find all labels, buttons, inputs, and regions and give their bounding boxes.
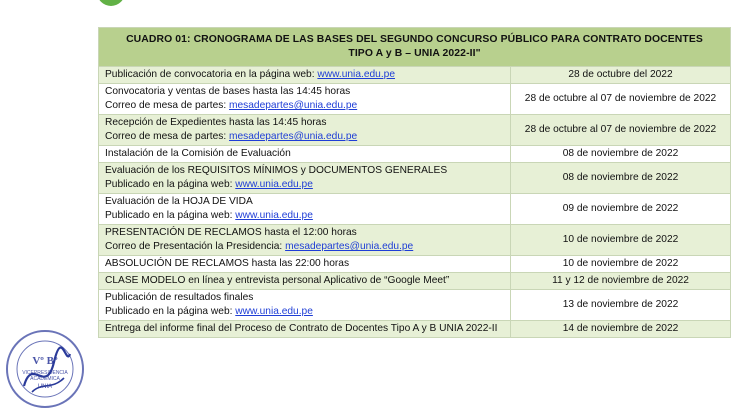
activity-line1 xyxy=(105,257,504,271)
date-cell: 08 de noviembre de 2022 xyxy=(511,146,731,163)
activity-text: Publicación de convocatoria en la página web: xyxy=(105,69,318,80)
activity-cell xyxy=(99,163,511,194)
table-row xyxy=(99,146,731,163)
activity-cell xyxy=(99,194,511,225)
activity-text: Evaluación de los REQUISITOS MÍNIMOS y DOCUMENTOS GENERALES xyxy=(105,165,448,176)
activity-text: PRESENTACIÓN DE RECLAMOS hasta el 12:00 horas xyxy=(105,227,357,238)
schedule-table xyxy=(98,27,731,338)
activity-cell xyxy=(99,146,511,163)
table-row xyxy=(99,290,731,321)
green-circle-decoration xyxy=(97,0,125,6)
activity-line1 xyxy=(105,164,504,178)
date-cell: 10 de noviembre de 2022 xyxy=(511,256,731,273)
activity-text: Instalación de la Comisión de Evaluación xyxy=(105,148,291,159)
activity-line2 xyxy=(105,305,504,319)
activity-cell xyxy=(99,256,511,273)
activity-subtext: Correo de Presentación la Presidencia: xyxy=(105,241,286,252)
email-link[interactable]: mesadepartes@unia.edu.pe xyxy=(229,131,358,142)
table-row xyxy=(99,225,731,256)
website-link[interactable]: www.unia.edu.pe xyxy=(317,69,395,80)
date-cell: 28 de octubre del 2022 xyxy=(511,67,731,84)
svg-text:Vº Bº: Vº Bº xyxy=(32,355,58,367)
activity-text: Publicación de resultados finales xyxy=(105,292,254,303)
website-link[interactable]: www.unia.edu.pe xyxy=(235,210,313,221)
activity-line1 xyxy=(105,147,504,161)
date-cell: 09 de noviembre de 2022 xyxy=(511,194,731,225)
date-cell: 28 de octubre al 07 de noviembre de 2022 xyxy=(511,84,731,115)
svg-text:ACADEMICA: ACADEMICA xyxy=(30,376,60,382)
activity-line1 xyxy=(105,291,504,305)
table-row xyxy=(99,115,731,146)
email-link[interactable]: mesadepartes@unia.edu.pe xyxy=(229,100,358,111)
activity-subtext: Correo de mesa de partes: xyxy=(105,100,230,111)
activity-text: CLASE MODELO en línea y entrevista personal Aplicativo de “Google Meet” xyxy=(105,275,450,286)
svg-text:VICEPRESIDENCIA: VICEPRESIDENCIA xyxy=(22,370,68,376)
website-link[interactable]: www.unia.edu.pe xyxy=(235,179,313,190)
activity-line2 xyxy=(105,130,504,144)
activity-line2 xyxy=(105,99,504,113)
activity-line2 xyxy=(105,240,504,254)
activity-cell xyxy=(99,225,511,256)
activity-subtext: Publicado en la página web: xyxy=(105,179,236,190)
table-title-line2: TIPO A y B – UNIA 2022-II" xyxy=(348,48,481,59)
table-row xyxy=(99,256,731,273)
date-cell: 14 de noviembre de 2022 xyxy=(511,321,731,338)
table-title xyxy=(99,28,731,67)
activity-cell xyxy=(99,115,511,146)
table-row xyxy=(99,67,731,84)
activity-line1 xyxy=(105,116,504,130)
date-cell: 08 de noviembre de 2022 xyxy=(511,163,731,194)
date-cell: 28 de octubre al 07 de noviembre de 2022 xyxy=(511,115,731,146)
activity-subtext: Publicado en la página web: xyxy=(105,210,236,221)
activity-line2 xyxy=(105,209,504,223)
activity-cell xyxy=(99,67,511,84)
svg-text:UNIA: UNIA xyxy=(37,384,53,390)
university-seal-stamp xyxy=(2,326,88,412)
website-link[interactable]: www.unia.edu.pe xyxy=(235,306,313,317)
activity-text: ABSOLUCIÓN DE RECLAMOS hasta las 22:00 horas xyxy=(105,258,350,269)
email-link[interactable]: mesadepartes@unia.edu.pe xyxy=(285,241,414,252)
activity-text: Evaluación de la HOJA DE VIDA xyxy=(105,196,253,207)
table-row xyxy=(99,194,731,225)
activity-text: Convocatoria y ventas de bases hasta las 14:45 horas xyxy=(105,86,351,97)
activity-line1 xyxy=(105,226,504,240)
activity-subtext: Correo de mesa de partes: xyxy=(105,131,230,142)
activity-cell xyxy=(99,290,511,321)
activity-cell xyxy=(99,321,511,338)
activity-line1 xyxy=(105,274,504,288)
table-row xyxy=(99,321,731,338)
table-header-row xyxy=(99,28,731,67)
activity-cell xyxy=(99,84,511,115)
date-cell: 13 de noviembre de 2022 xyxy=(511,290,731,321)
activity-subtext: Publicado en la página web: xyxy=(105,306,236,317)
activity-cell xyxy=(99,273,511,290)
date-cell: 10 de noviembre de 2022 xyxy=(511,225,731,256)
table-title-line1: CUADRO 01: CRONOGRAMA DE LAS BASES DEL SEGUNDO CONCURSO PÚBLICO PARA CONTRATO DOCENTES xyxy=(126,34,703,45)
table-row xyxy=(99,84,731,115)
activity-line1 xyxy=(105,322,504,336)
activity-line2 xyxy=(105,178,504,192)
table-row xyxy=(99,163,731,194)
activity-text: Recepción de Expedientes hasta las 14:45 horas xyxy=(105,117,327,128)
activity-line1 xyxy=(105,68,504,82)
activity-line1 xyxy=(105,85,504,99)
activity-line1 xyxy=(105,195,504,209)
date-cell: 11 y 12 de noviembre de 2022 xyxy=(511,273,731,290)
table-row xyxy=(99,273,731,290)
activity-text: Entrega del informe final del Proceso de Contrato de Docentes Tipo A y B UNIA 2022-II xyxy=(105,323,498,334)
